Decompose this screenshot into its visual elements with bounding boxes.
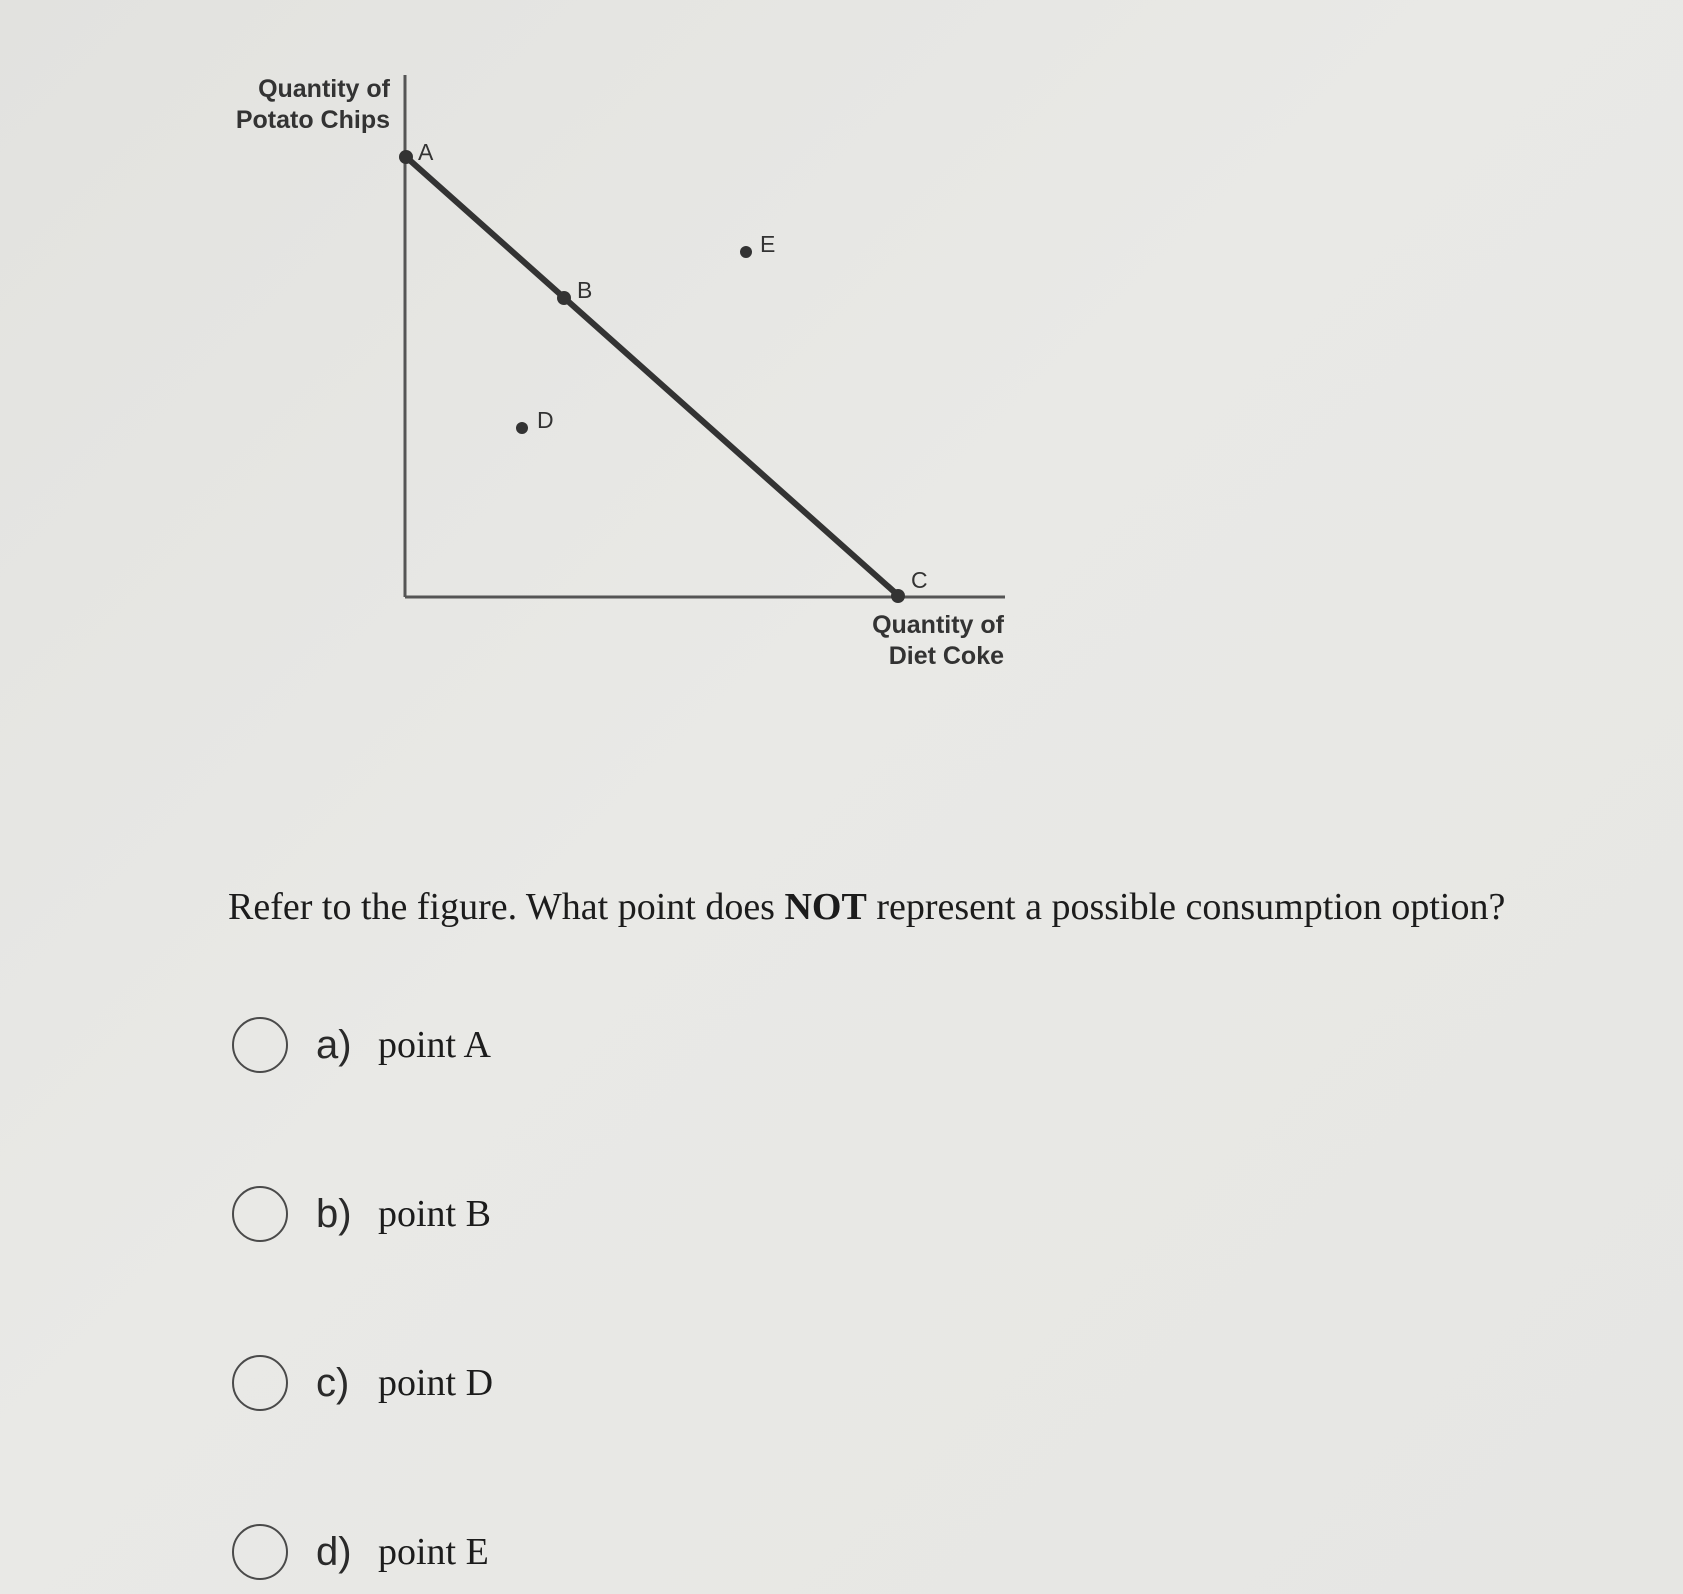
option-c[interactable] <box>232 1348 493 1418</box>
question-text-before: Refer to the figure. What point does <box>228 886 785 928</box>
question-text <box>228 885 1648 929</box>
point-c-marker <box>891 589 905 603</box>
point-e-label: E <box>760 231 776 257</box>
point-b-marker <box>557 291 571 305</box>
option-d[interactable] <box>232 1517 489 1587</box>
question-text-after: represent a possible consumption option? <box>866 886 1506 928</box>
option-a-letter: a) <box>316 1022 352 1067</box>
option-d-letter: d) <box>316 1529 352 1574</box>
radio-button-d[interactable] <box>232 1524 288 1580</box>
option-c-text: point D <box>378 1362 494 1404</box>
option-a-text: point A <box>378 1024 491 1066</box>
question-emphasis: NOT <box>784 886 867 928</box>
point-a-label: A <box>418 139 434 165</box>
option-c-letter: c) <box>316 1360 350 1405</box>
point-b-label: B <box>577 277 593 303</box>
radio-button-b[interactable] <box>232 1186 288 1242</box>
x-axis-label-line2: Diet Coke <box>888 642 1004 670</box>
budget-line <box>405 156 900 597</box>
point-d-marker <box>516 422 528 434</box>
option-b-letter: b) <box>316 1191 352 1236</box>
option-a[interactable] <box>232 1010 491 1080</box>
point-a-marker <box>399 150 413 164</box>
point-c-label: C <box>911 567 928 593</box>
budget-constraint-figure <box>0 0 1683 720</box>
option-d-text: point E <box>378 1531 489 1573</box>
option-b[interactable] <box>232 1179 491 1249</box>
point-e-marker <box>740 246 752 258</box>
radio-button-c[interactable] <box>232 1355 288 1411</box>
x-axis-label-line1: Quantity of <box>872 611 1004 639</box>
y-axis-label-line2: Potato Chips <box>235 106 390 134</box>
radio-button-a[interactable] <box>232 1017 288 1073</box>
option-b-text: point B <box>378 1193 491 1235</box>
y-axis-label-line1: Quantity of <box>258 75 390 103</box>
point-d-label: D <box>537 407 554 433</box>
